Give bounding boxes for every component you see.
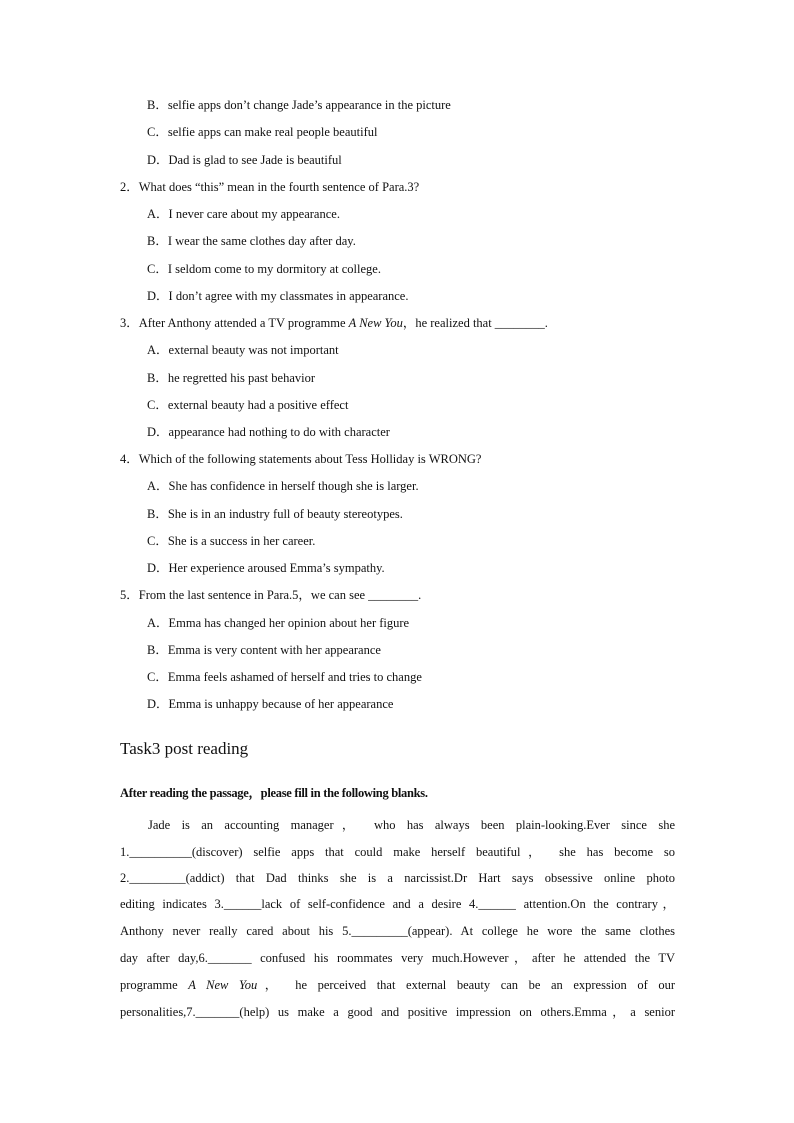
q1-option-b: B．selfie apps don’t change Jade’s appearance in the picture [147,98,451,112]
q2-option-d: D．I don’t agree with my classmates in appearance. [147,289,409,303]
q1-option-d: D．Dad is glad to see Jade is beautiful [147,153,342,167]
programme-title: A New You [188,978,258,992]
q3-option-b: B．he regretted his past behavior [147,371,316,385]
section-instruction: After reading the passage，please fill in the following blanks. [120,786,428,800]
question-3 [120,315,548,331]
q2-option-a: A．I never care about my appearance. [147,207,340,221]
passage-line: Anthony never really cared about his 5._________(appear). At college he wore the same clothes [120,924,675,938]
q4-option-a: A．She has confidence in herself though she is larger. [147,479,419,493]
passage-line: day after day,6._______ confused his roommates very much.However，after he attended the TV [120,951,675,965]
q3-stem-post: ，he realized that ________. [402,316,548,330]
q2-option-b: B．I wear the same clothes day after day. [147,234,356,248]
q3-option-d: D．appearance had nothing to do with character [147,425,390,439]
passage-line [120,977,675,993]
q4-option-d: D．Her experience aroused Emma’s sympathy. [147,561,385,575]
question-5: 5．From the last sentence in Para.5，we can see ________. [120,588,422,602]
q3-option-a: A．external beauty was not important [147,343,339,357]
passage-line: editing indicates 3.______lack of self-confidence and a desire 4.______ attention.On the contrary， [120,897,675,911]
q5-option-d: D．Emma is unhappy because of her appearance [147,697,394,711]
line-post: ， he perceived that external beauty can be an expression of our [257,978,676,992]
q5-option-a: A．Emma has changed her opinion about her figure [147,616,410,630]
q5-option-b: B．Emma is very content with her appearance [147,643,381,657]
q4-option-b: B．She is in an industry full of beauty stereotypes. [147,507,403,521]
section-title: Task3 post reading [120,739,249,758]
q1-option-c: C．selfie apps can make real people beautiful [147,125,378,139]
passage-line: Jade is an accounting manager， who has always been plain-looking.Ever since she [148,818,675,832]
passage-line: personalities,7._______(help) us make a good and positive impression on others.Emma，a senior [120,1005,675,1019]
q3-stem-title: A New You [348,316,403,330]
q3-stem-pre: 3．After Anthony attended a TV programme [120,316,349,330]
question-2: 2．What does “this” mean in the fourth sentence of Para.3? [120,180,420,194]
q4-option-c: C．She is a success in her career. [147,534,316,548]
q5-option-c: C．Emma feels ashamed of herself and tries to change [147,670,422,684]
question-4: 4．Which of the following statements about Tess Holliday is WRONG? [120,452,482,466]
passage-line: 2._________(addict) that Dad thinks she is a narcissist.Dr Hart says obsessive online photo [120,871,675,885]
q2-option-c: C．I seldom come to my dormitory at college. [147,262,381,276]
line-pre: programme [120,978,189,992]
passage-line: 1.__________(discover) selfie apps that could make herself beautiful， she has become so [120,845,675,859]
q3-option-c: C．external beauty had a positive effect [147,398,349,412]
